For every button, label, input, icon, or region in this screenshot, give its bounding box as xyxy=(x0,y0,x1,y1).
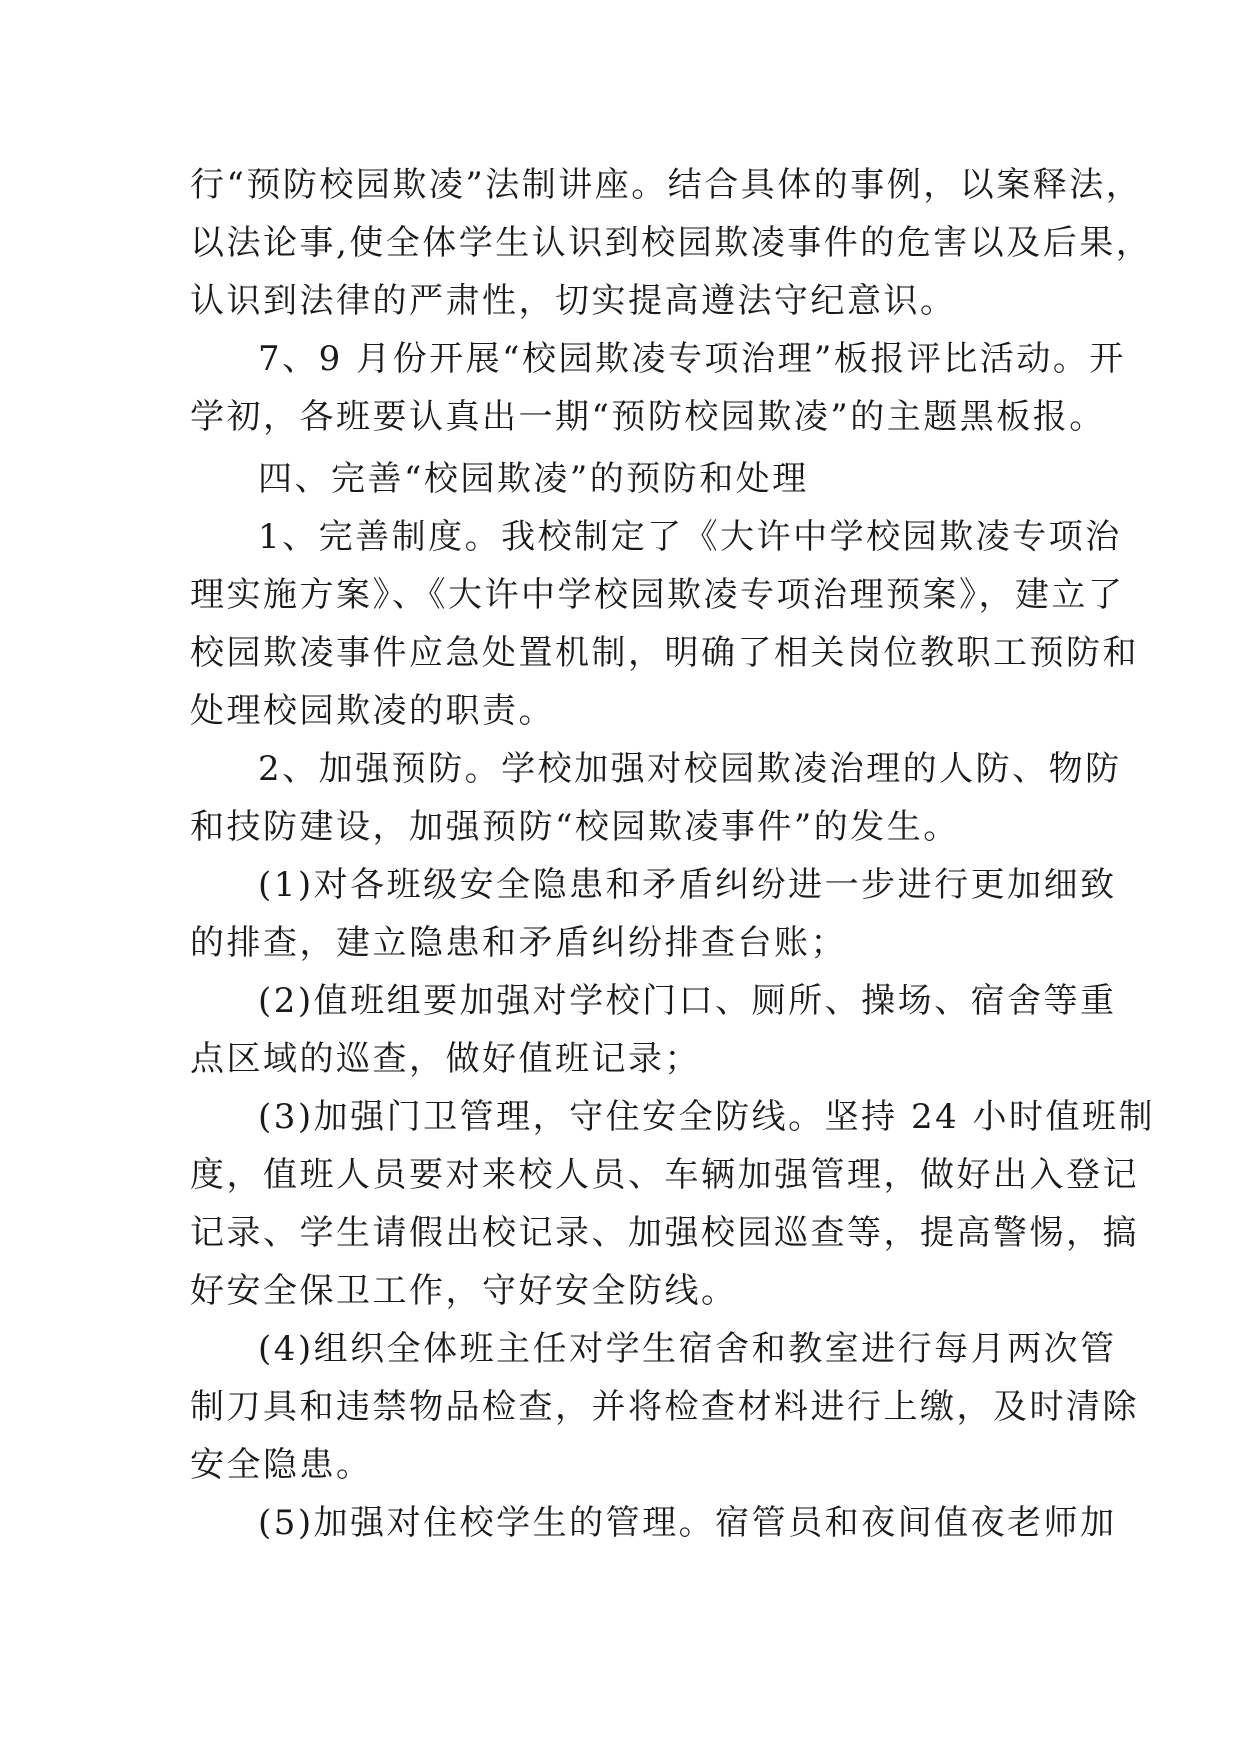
text-line: 和技防建设，加强预防“校园欺凌事件”的发生。 xyxy=(190,807,960,847)
text-line: 制刀具和违禁物品检查，并将检查材料进行上缴，及时清除 xyxy=(190,1387,1139,1427)
paragraph-item-1 xyxy=(190,508,1139,740)
text-line: 认识到法律的严肃性，切实提高遵法守纪意识。 xyxy=(190,281,957,321)
section-heading-4 xyxy=(190,450,1070,508)
text-line: 安全隐患。 xyxy=(190,1445,373,1485)
paragraph-subitem-4 xyxy=(190,1320,1139,1494)
text-line: 处理校园欺凌的职责。 xyxy=(190,691,555,731)
paragraph-subitem-5 xyxy=(190,1494,1117,1552)
text-line: (1)对各班级安全隐患和矛盾纠纷进一步进行更加细致 xyxy=(258,865,1117,905)
text-line: 学初，各班要认真出一期“预防校园欺凌”的主题黑板报。 xyxy=(190,397,1106,437)
text-line: 行“预防校园欺凌”法制讲座。结合具体的事例，以案释法， xyxy=(190,165,1143,205)
text-line: 四、完善“校园欺凌”的预防和处理 xyxy=(258,459,809,499)
paragraph-subitem-1 xyxy=(190,856,1117,972)
text-line: (2)值班组要加强对学校门口、厕所、操场、宿舍等重 xyxy=(258,981,1117,1021)
text-line: 以法论事,使全体学生认识到校园欺凌事件的危害以及后果， xyxy=(190,223,1153,263)
text-line: 好安全保卫工作，守好安全防线。 xyxy=(190,1271,738,1311)
document-body xyxy=(190,156,1156,1552)
paragraph-subitem-3 xyxy=(190,1088,1156,1320)
paragraph-lecture xyxy=(190,156,1153,330)
paragraph-subitem-2 xyxy=(190,972,1117,1088)
text-line: 度，值班人员要对来校人员、车辆加强管理，做好出入登记 xyxy=(190,1155,1139,1195)
text-line: 点区域的巡查，做好值班记录； xyxy=(190,1039,701,1079)
paragraph-item-2 xyxy=(190,740,1122,856)
text-line: (3)加强门卫管理，守住安全防线。坚持 24 小时值班制 xyxy=(258,1097,1156,1137)
text-line: 记录、学生请假出校记录、加强校园巡查等，提高警惕，搞 xyxy=(190,1213,1139,1253)
text-line: 的排查，建立隐患和矛盾纠纷排查台账； xyxy=(190,923,847,963)
text-line: (4)组织全体班主任对学生宿舍和教室进行每月两次管 xyxy=(258,1329,1117,1369)
text-line: 2、加强预防。学校加强对校园欺凌治理的人防、物防 xyxy=(258,749,1122,789)
text-line: 7、9 月份开展“校园欺凌专项治理”板报评比活动。开 xyxy=(258,339,1126,379)
text-line: (5)加强对住校学生的管理。宿管员和夜间值夜老师加 xyxy=(258,1503,1117,1543)
text-line: 理实施方案》、《大许中学校园欺凌专项治理预案》，建立了 xyxy=(190,575,1125,615)
paragraph-item-7 xyxy=(190,330,1126,446)
text-line: 校园欺凌事件应急处置机制，明确了相关岗位教职工预防和 xyxy=(190,633,1139,673)
text-line: 1、完善制度。我校制定了《大许中学校园欺凌专项治 xyxy=(258,517,1122,557)
